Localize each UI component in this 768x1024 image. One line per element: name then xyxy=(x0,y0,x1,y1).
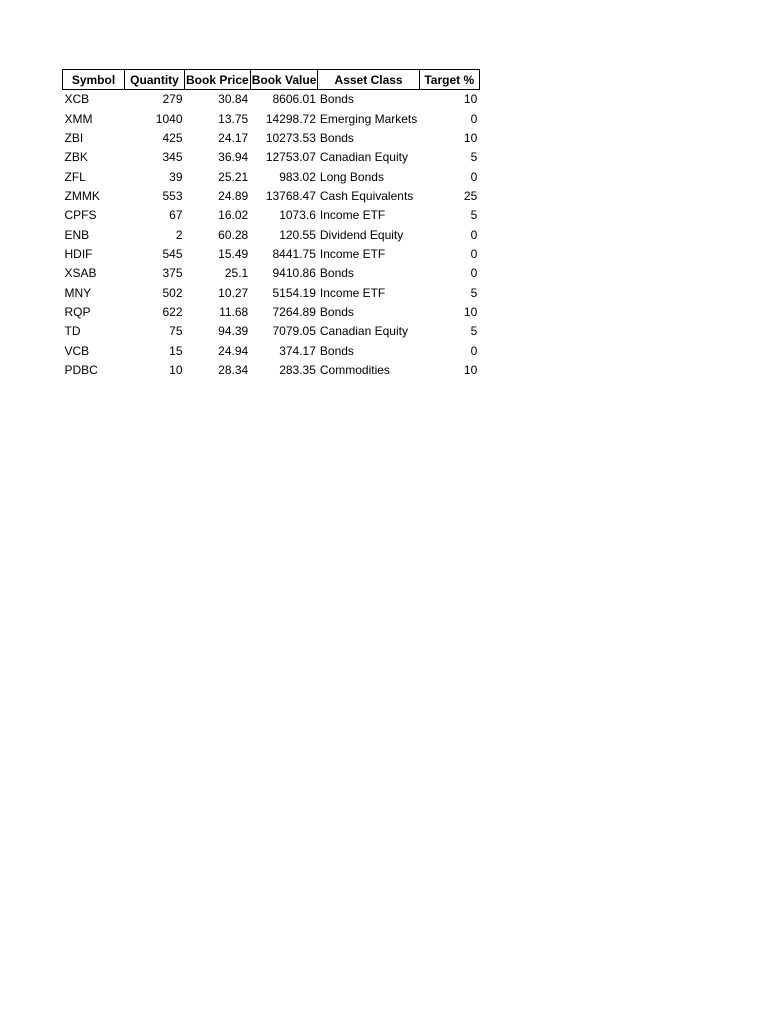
header-target-percent[interactable]: Target % xyxy=(419,70,479,90)
holdings-table xyxy=(62,69,480,380)
cell-book-price[interactable]: 25.1 xyxy=(224,266,249,281)
cell-book-price[interactable]: 15.49 xyxy=(218,246,249,261)
cell-target-percent[interactable]: 0 xyxy=(470,227,478,242)
cell-quantity[interactable]: 622 xyxy=(162,304,183,319)
cell-book-value[interactable]: 1073.6 xyxy=(279,208,316,223)
cell-asset-class[interactable]: Bonds xyxy=(319,130,354,145)
cell-quantity[interactable]: 39 xyxy=(169,169,183,184)
cell-symbol[interactable]: VCB xyxy=(64,343,90,358)
cell-asset-class[interactable]: Bonds xyxy=(319,343,354,358)
cell-book-value[interactable]: 7264.89 xyxy=(272,304,316,319)
cell-book-value[interactable]: 5154.19 xyxy=(272,285,316,300)
cell-quantity[interactable]: 279 xyxy=(162,92,183,107)
table-row xyxy=(63,360,480,379)
cell-asset-class[interactable]: Bonds xyxy=(319,304,354,319)
table-row xyxy=(63,128,480,147)
table-row xyxy=(63,186,480,205)
header-book-price[interactable]: Book Price xyxy=(185,70,251,90)
cell-asset-class[interactable]: Long Bonds xyxy=(319,169,384,184)
cell-symbol[interactable]: MNY xyxy=(64,285,92,300)
cell-quantity[interactable]: 15 xyxy=(169,343,183,358)
cell-book-value[interactable]: 12753.07 xyxy=(265,150,316,165)
cell-symbol[interactable]: ENB xyxy=(64,227,90,242)
table-row xyxy=(63,109,480,128)
cell-asset-class[interactable]: Cash Equivalents xyxy=(319,188,414,203)
cell-asset-class[interactable]: Emerging Markets xyxy=(319,111,418,126)
cell-book-value[interactable]: 10273.53 xyxy=(265,130,316,145)
cell-target-percent[interactable]: 10 xyxy=(463,304,478,319)
table-row xyxy=(63,225,480,244)
header-quantity[interactable]: Quantity xyxy=(125,70,185,90)
header-asset-class[interactable]: Asset Class xyxy=(318,70,419,90)
cell-book-price[interactable]: 24.17 xyxy=(218,130,249,145)
cell-book-price[interactable]: 28.34 xyxy=(218,362,249,377)
cell-book-price[interactable]: 60.28 xyxy=(218,227,249,242)
table-row xyxy=(63,90,480,109)
table-row xyxy=(63,167,480,186)
cell-symbol[interactable]: TD xyxy=(64,324,81,339)
cell-target-percent[interactable]: 5 xyxy=(470,324,478,339)
cell-book-value[interactable]: 283.35 xyxy=(279,362,316,377)
cell-quantity[interactable]: 1040 xyxy=(155,111,183,126)
cell-quantity[interactable]: 502 xyxy=(162,285,183,300)
table-row xyxy=(63,206,480,225)
cell-quantity[interactable]: 553 xyxy=(162,188,183,203)
cell-quantity[interactable]: 345 xyxy=(162,150,183,165)
cell-asset-class[interactable]: Commodities xyxy=(319,362,390,377)
cell-asset-class[interactable]: Bonds xyxy=(319,92,354,107)
table-row xyxy=(63,341,480,360)
cell-target-percent[interactable]: 5 xyxy=(470,208,478,223)
cell-book-price[interactable]: 24.89 xyxy=(218,188,249,203)
cell-target-percent[interactable]: 0 xyxy=(470,266,478,281)
cell-symbol[interactable]: PDBC xyxy=(64,362,98,377)
cell-target-percent[interactable]: 10 xyxy=(463,130,478,145)
cell-asset-class[interactable]: Canadian Equity xyxy=(319,150,408,165)
cell-target-percent[interactable]: 0 xyxy=(470,343,478,358)
cell-symbol[interactable]: ZMMK xyxy=(64,188,100,203)
table-row xyxy=(63,244,480,263)
cell-quantity[interactable]: 545 xyxy=(162,246,183,261)
cell-symbol[interactable]: HDIF xyxy=(64,246,93,261)
cell-asset-class[interactable]: Income ETF xyxy=(319,285,386,300)
cell-asset-class[interactable]: Income ETF xyxy=(319,246,386,261)
table-row xyxy=(63,302,480,321)
cell-target-percent[interactable]: 0 xyxy=(470,246,478,261)
cell-target-percent[interactable]: 5 xyxy=(470,285,478,300)
cell-book-value[interactable]: 8606.01 xyxy=(272,92,316,107)
cell-book-value[interactable]: 374.17 xyxy=(279,343,316,358)
cell-quantity[interactable]: 67 xyxy=(169,208,183,223)
header-symbol[interactable]: Symbol xyxy=(63,70,125,90)
cell-quantity[interactable]: 375 xyxy=(162,266,183,281)
table-row xyxy=(63,264,480,283)
cell-book-value[interactable]: 14298.72 xyxy=(265,111,316,126)
cell-book-price[interactable]: 30.84 xyxy=(218,92,249,107)
cell-book-price[interactable]: 11.68 xyxy=(219,304,249,319)
cell-target-percent[interactable]: 0 xyxy=(470,111,478,126)
cell-book-price[interactable]: 13.75 xyxy=(218,111,249,126)
cell-symbol[interactable]: RQP xyxy=(64,304,91,319)
cell-target-percent[interactable]: 5 xyxy=(470,150,478,165)
cell-book-price[interactable]: 36.94 xyxy=(218,150,249,165)
cell-symbol[interactable]: XCB xyxy=(64,92,90,107)
cell-book-value[interactable]: 8441.75 xyxy=(272,246,316,261)
cell-book-value[interactable]: 9410.86 xyxy=(272,266,316,281)
cell-target-percent[interactable]: 0 xyxy=(470,169,478,184)
spreadsheet-area xyxy=(62,69,480,380)
cell-book-price[interactable]: 94.39 xyxy=(218,324,249,339)
table-row xyxy=(63,148,480,167)
cell-book-price[interactable]: 16.02 xyxy=(218,208,249,223)
cell-book-value[interactable]: 7079.05 xyxy=(272,324,316,339)
cell-book-value[interactable]: 983.02 xyxy=(279,169,316,184)
cell-quantity[interactable]: 10 xyxy=(169,362,183,377)
header-book-value[interactable]: Book Value xyxy=(250,70,318,90)
cell-asset-class[interactable]: Bonds xyxy=(319,266,354,281)
cell-symbol[interactable]: CPFS xyxy=(64,208,97,223)
table-row xyxy=(63,322,480,341)
cell-target-percent[interactable]: 10 xyxy=(463,362,478,377)
cell-asset-class[interactable]: Dividend Equity xyxy=(319,227,404,242)
cell-asset-class[interactable]: Canadian Equity xyxy=(319,324,408,339)
cell-asset-class[interactable]: Income ETF xyxy=(319,208,386,223)
cell-symbol[interactable]: XMM xyxy=(64,111,93,126)
cell-symbol[interactable]: XSAB xyxy=(64,266,97,281)
cell-quantity[interactable]: 425 xyxy=(162,130,183,145)
cell-target-percent[interactable]: 10 xyxy=(463,92,478,107)
cell-book-value[interactable]: 120.55 xyxy=(279,227,316,242)
cell-symbol[interactable]: ZBK xyxy=(64,150,88,165)
cell-symbol[interactable]: ZFL xyxy=(64,169,86,184)
cell-quantity[interactable]: 2 xyxy=(175,227,183,242)
cell-book-price[interactable]: 10.27 xyxy=(218,285,249,300)
header-row xyxy=(63,70,480,90)
cell-book-price[interactable]: 24.94 xyxy=(218,343,249,358)
cell-book-value[interactable]: 13768.47 xyxy=(265,188,316,203)
cell-target-percent[interactable]: 25 xyxy=(463,188,478,203)
cell-book-price[interactable]: 25.21 xyxy=(218,169,249,184)
table-row xyxy=(63,283,480,302)
cell-quantity[interactable]: 75 xyxy=(169,324,183,339)
cell-symbol[interactable]: ZBI xyxy=(64,130,84,145)
